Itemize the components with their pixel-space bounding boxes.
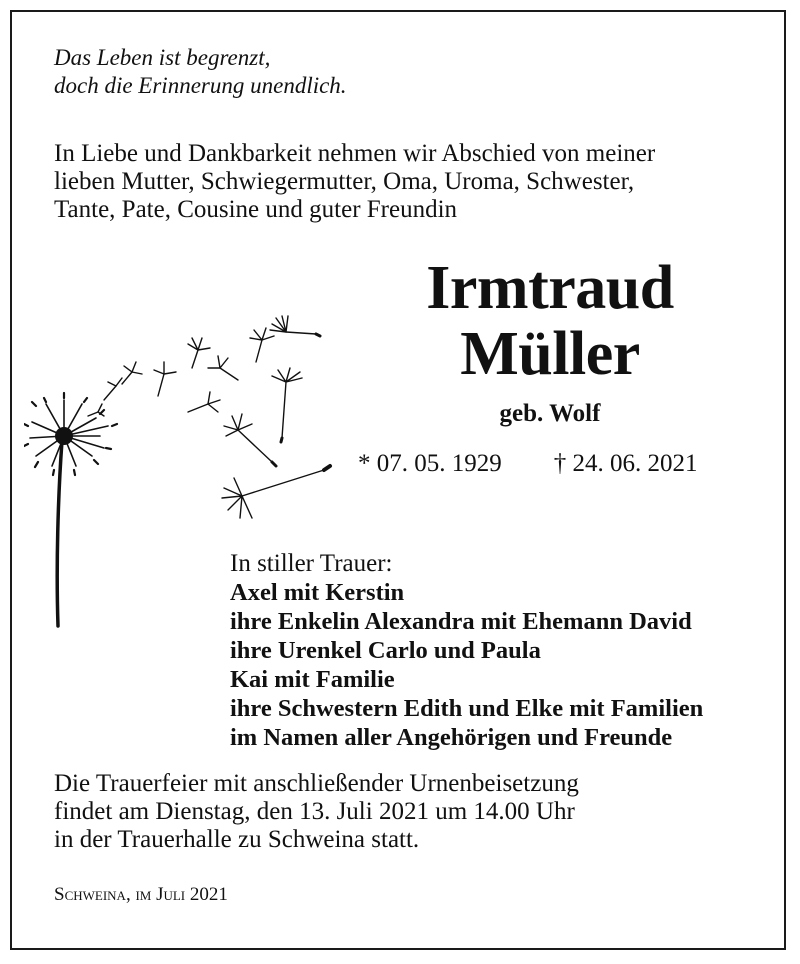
service-info (54, 770, 579, 854)
service-line: findet am Dienstag, den 13. Juli 2021 um 14.00 Uhr (54, 798, 575, 825)
mourners-list (230, 578, 703, 752)
mourner-line: ihre Urenkel Carlo und Paula (230, 637, 541, 664)
life-dates (358, 448, 698, 480)
intro-text (54, 140, 655, 224)
mourners-label: In stiller Trauer: (230, 550, 393, 577)
mourner-line: ihre Schwestern Edith und Elke mit Familien (230, 695, 704, 722)
motto-line: doch die Erinnerung unendlich. (54, 73, 347, 98)
deceased-last-name: Müller (460, 320, 640, 388)
motto (54, 44, 347, 100)
mourner-line: Axel mit Kerstin (230, 579, 405, 606)
mourner-line: ihre Enkelin Alexandra mit Ehemann David (230, 608, 692, 635)
service-line: in der Trauerhalle zu Schweina statt. (54, 826, 420, 853)
place-date: Schweina, im Juli 2021 (54, 884, 228, 905)
mourner-line: Kai mit Familie (230, 666, 395, 693)
deceased-first-name: Irmtraud (426, 254, 674, 322)
birth-date: * 07. 05. 1929 (358, 450, 502, 477)
mourner-line: im Namen aller Angehörigen und Freunde (230, 724, 673, 751)
intro-line: lieben Mutter, Schwiegermutter, Oma, Uroma, Schwester, (54, 168, 635, 195)
intro-line: In Liebe und Dankbarkeit nehmen wir Abschied von meiner (54, 140, 656, 167)
maiden-name: geb. Wolf (499, 400, 601, 427)
death-date: † 24. 06. 2021 (553, 450, 698, 477)
intro-line: Tante, Pate, Cousine und guter Freundin (54, 196, 458, 223)
service-line: Die Trauerfeier mit anschließender Urnenbeisetzung (54, 770, 579, 797)
motto-line: Das Leben ist begrenzt, (54, 45, 271, 70)
